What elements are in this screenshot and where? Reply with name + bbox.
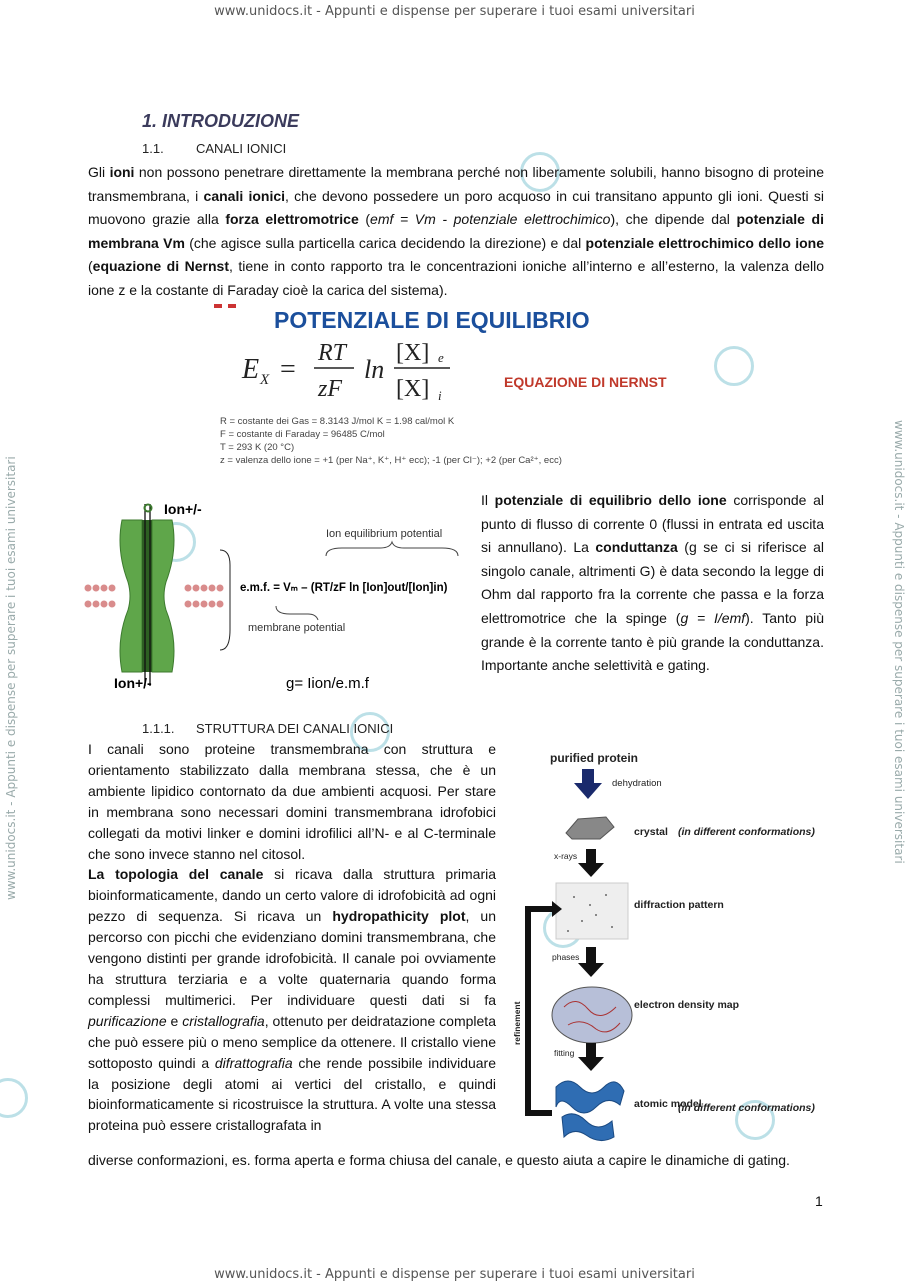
subsubsection-number: 1.1.1.: [142, 721, 175, 736]
eq-figure-title: POTENZIALE DI EQUILIBRIO: [274, 307, 590, 333]
header-watermark: www.unidocs.it - Appunti e dispense per superare i tuoi esami universitari: [214, 4, 695, 19]
crystal-note: (in different conformations): [678, 826, 815, 838]
svg-text:RT: RT: [318, 340, 347, 366]
svg-text:X: X: [260, 372, 270, 388]
diffraction-label: diffraction pattern: [634, 899, 724, 911]
footer-watermark: www.unidocs.it - Appunti e dispense per superare i tuoi esami universitari: [214, 1267, 695, 1282]
page-number: 1: [815, 1193, 823, 1209]
section-title: 1. INTRODUZIONE: [142, 111, 300, 131]
svg-text:e: e: [438, 350, 444, 365]
atomic-label: atomic model: [634, 1098, 702, 1110]
ion-eq-potential-label: Ion equilibrium potential: [326, 528, 443, 540]
eq-legend-t: T = 293 K (20 °C): [220, 442, 295, 453]
atomic-note: (in different conformations): [678, 1102, 815, 1114]
refinement-label: refinement: [512, 1001, 522, 1045]
structure-paragraph: I canali sono proteine transmembrana con struttura e orientamento stabilizzato dalla membrana stessa, che è un ambiente lipidico contornato da due ambienti acquosi. Per stare in membrana sono necessari domini transmembrana idrofobici collegati da motivi linker e domini idrofilici all’N- e al C-terminale che sono invece stanno nel citosol. La topologia del canale si ricava dalla struttura primaria bioinformaticamente, dando un certo valore di idrofobicità ad ogni pezzo di sequenza. Si ricava un hydropathicity plot, un percorso con picchi che evidenziano domini transmembrana, che vengono distinti per grande idrofobicità. Il canale poi ovviamente ha struttura terziaria e a volte quaternaria quando forma complessi multimerici. Per individuare questi dati si fa purificazione e cristallografia, ottenuto per deidratazione completa che può essere più o meno semplice da ottenere. Il cristallo viene sottoposto quindi a difrattografia che rende possibile individuare la posizione degli atomi ai vertici del cristallo, e quindi bioinformaticamente si ricostruisce la struttura. A volte una stessa proteina può essere cristallografata in: [88, 741, 497, 1134]
fitting-label: fitting: [554, 1048, 575, 1058]
watermark-logo-icon: [0, 1078, 28, 1118]
crystal-label: crystal: [634, 826, 668, 838]
svg-text:[X]: [X]: [396, 376, 430, 402]
subsubsection-heading: [142, 721, 393, 736]
subsection-number: 1.1.: [142, 141, 164, 156]
svg-text:=: =: [280, 354, 296, 385]
membrane-potential-label: membrane potential: [248, 622, 346, 634]
density-label: electron density map: [634, 999, 740, 1011]
svg-text:i: i: [438, 388, 442, 403]
structure-paragraph-end: diverse conformazioni, es. forma aperta e forma chiusa del canale, e questo aiuta a capire le dinamiche di gating.: [88, 1152, 790, 1168]
xrays-label: x-rays: [554, 851, 578, 861]
ion-top-label: Ion+/-: [164, 501, 202, 517]
eq-legend-z: z = valenza dello ione = +1 (per Na⁺, K⁺, H⁺ ecc); -1 (per Cl⁻); +2 (per Ca²⁺, ecc): [220, 455, 562, 466]
ion-bottom-label: Ion+/-: [114, 675, 152, 691]
eq-figure-label: EQUAZIONE DI NERNST: [504, 374, 667, 390]
side-watermark-right: www.unidocs.it - Appunti e dispense per superare i tuoi esami universitari: [892, 420, 906, 864]
svg-text:zF: zF: [318, 376, 342, 402]
purified-protein-label: purified protein: [550, 751, 638, 765]
eq-legend-r: R = costante dei Gas = 8.3143 J/mol K = 1.98 cal/mol K: [220, 416, 455, 427]
subsection-title: CANALI IONICI: [196, 141, 287, 156]
intro-paragraph: Gli ioni non possono penetrare direttamente la membrana perché non liberamente solubili, hanno bisogno di proteine transmembrana, i canali ionici, che devono possedere un poro acquoso in cui transitano appunto gli ioni. Questi si muovono grazie alla forza elettromotrice (emf = Vm - potenziale elettrochimico), che dipende dal potenziale di membrana Vm (che agisce sulla particella carica decidendo la direzione) e dal potenziale elettrochimico dello ione (equazione di Nernst, tiene in conto rapporto tra le concentrazioni ioniche all’interno e all’esterno, la valenza dello ione z e la costante di Faraday cioè la carica del sistema).: [88, 164, 825, 298]
eq-legend-f: F = costante di Faraday = 96485 C/mol: [220, 429, 385, 440]
svg-text:E: E: [242, 354, 260, 385]
phases-label: phases: [552, 952, 580, 962]
emf-formula: e.m.f. = Vₘ – (RT/zF ln [Ion]out/[Ion]in): [240, 582, 448, 594]
svg-text:ln: ln: [364, 355, 385, 384]
side-watermark-left: www.unidocs.it - Appunti e dispense per superare i tuoi esami universitari: [4, 456, 18, 900]
crystallography-figure: [512, 745, 826, 1145]
nernst-equation-figure: [214, 302, 667, 482]
watermark-logo-icon: [714, 346, 754, 386]
dehydration-label: dehydration: [612, 778, 662, 789]
svg-text:[X]: [X]: [396, 340, 430, 366]
subsubsection-title: STRUTTURA DEI CANALI IONICI: [196, 721, 394, 736]
subsection-heading: [142, 141, 286, 156]
ion-channel-figure: [80, 490, 470, 700]
equilibrium-paragraph: Il potenziale di equilibrio dello ione corrisponde al punto di flusso di corrente 0 (flussi in entrata ed uscita si annullano). La conduttanza (g se ci si riferisce al singolo canale, altrimenti G) è data secondo la legge di Ohm dal rapporto fra la corrente che passa e la forza elettromotrice che la spinge (g = I/emf). Tanto più grande è la corrente tanto è più grande la conduttanza. Importante anche selettività e gating.: [481, 492, 825, 674]
conductance-formula: g= Iion/e.m.f: [286, 675, 369, 692]
